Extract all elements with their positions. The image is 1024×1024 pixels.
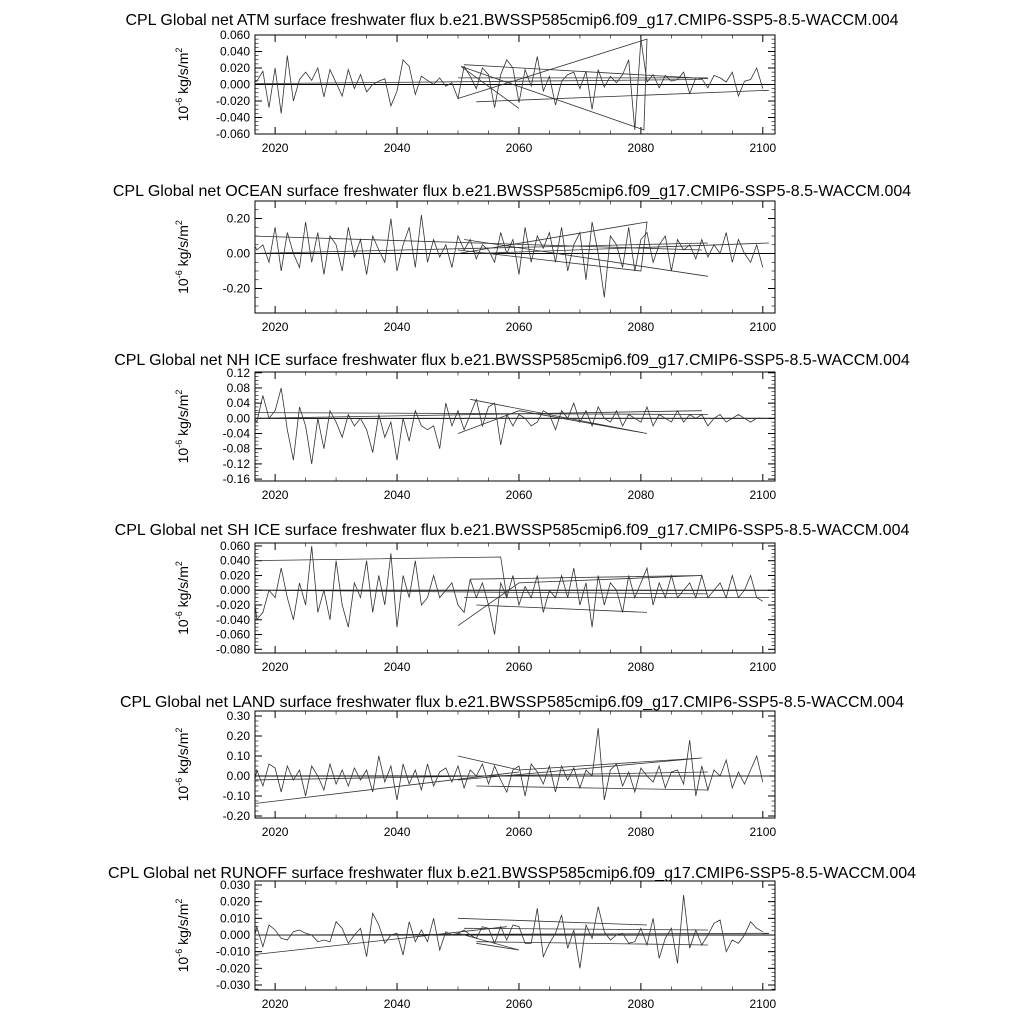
x-tick-label: 2060 xyxy=(505,825,533,839)
overlay-line xyxy=(458,576,702,626)
plot-area xyxy=(251,388,775,464)
y-axis-label-part: kg/s/m xyxy=(175,903,191,949)
series-line xyxy=(251,388,763,464)
panel-3 xyxy=(114,352,910,502)
y-axis-label-part: 2 xyxy=(174,561,184,567)
y-tick-label: 0.00 xyxy=(226,411,250,426)
x-tick-label: 2060 xyxy=(505,488,533,502)
y-axis-label-part: -6 xyxy=(174,270,184,279)
panel-title: CPL Global net NH ICE surface freshwater flux b.e21.BWSSP585cmip6.f09_g17.CMIP6-SSP5-8.5-WACCM.004 xyxy=(114,352,910,369)
y-axis-label-part: 2 xyxy=(174,727,184,733)
y-axis-label-part: -6 xyxy=(174,948,184,957)
y-tick-label: 0.20 xyxy=(226,211,250,226)
y-axis-label-part: 2 xyxy=(174,220,184,226)
y-tick-label: 0.030 xyxy=(219,878,250,892)
y-axis-label-part: 10 xyxy=(175,956,191,973)
plot-area xyxy=(251,728,775,804)
y-tick-label: -0.10 xyxy=(222,789,250,803)
overlay-line xyxy=(458,918,647,925)
x-tick-label: 2060 xyxy=(505,660,533,674)
y-tick-label: 0.08 xyxy=(226,380,250,395)
plot-frame xyxy=(255,711,775,818)
y-tick-label: -0.040 xyxy=(215,612,250,627)
x-tick-label: 2080 xyxy=(627,825,655,839)
x-tick-label: 2080 xyxy=(627,141,655,155)
x-tick-label: 2080 xyxy=(627,488,655,502)
y-tick-label: -0.040 xyxy=(215,110,250,125)
overlay-line xyxy=(251,80,702,84)
y-tick-label: 0.10 xyxy=(226,749,250,763)
y-axis-label xyxy=(174,728,191,802)
x-tick-label: 2100 xyxy=(749,825,777,839)
y-tick-label: -0.060 xyxy=(215,127,250,141)
y-axis-label-part: kg/s/m xyxy=(175,225,191,271)
series-line xyxy=(251,728,763,804)
y-tick-label: 0.20 xyxy=(226,729,250,743)
panel-1 xyxy=(125,12,898,155)
y-tick-label: 0.30 xyxy=(226,709,250,723)
x-tick-label: 2080 xyxy=(627,997,655,1011)
y-axis-label-part: -6 xyxy=(174,611,184,620)
y-tick-label: -0.12 xyxy=(222,456,250,471)
series-line xyxy=(251,895,763,968)
y-tick-label: 0.000 xyxy=(219,583,250,598)
plot-area xyxy=(251,39,775,130)
y-axis-label xyxy=(174,390,191,464)
y-axis-label-part: 10 xyxy=(175,785,191,802)
panel-5 xyxy=(120,694,904,839)
plot-frame xyxy=(255,372,775,481)
x-tick-label: 2040 xyxy=(383,141,411,155)
x-tick-label: 2040 xyxy=(383,660,411,674)
y-axis-label xyxy=(174,48,191,122)
y-tick-label: 0.020 xyxy=(219,61,250,75)
y-tick-label: 0.00 xyxy=(226,246,250,261)
y-tick-label: -0.20 xyxy=(222,809,250,823)
x-tick-label: 2020 xyxy=(261,488,289,502)
plot-area xyxy=(251,895,775,968)
y-tick-label: 0.00 xyxy=(226,769,250,783)
x-tick-label: 2020 xyxy=(261,825,289,839)
y-tick-label: 0.000 xyxy=(219,928,250,942)
panel-title: CPL Global net OCEAN surface freshwater flux b.e21.BWSSP585cmip6.f09_g17.CMIP6-SSP5-8.5-WACCM.004 xyxy=(112,183,912,200)
y-tick-label: -0.080 xyxy=(215,642,250,657)
panel-title: CPL Global net SH ICE surface freshwater flux b.e21.BWSSP585cmip6.f09_g17.CMIP6-SSP5-8.5-WACCM.004 xyxy=(114,522,910,539)
y-tick-label: -0.020 xyxy=(215,598,250,613)
x-tick-label: 2020 xyxy=(261,997,289,1011)
panel-title: CPL Global net RUNOFF surface freshwater flux b.e21.BWSSP585cmip6.f09_g17.CMIP6-SSP5-8.5-WACCM.004 xyxy=(107,865,917,882)
y-tick-label: 0.04 xyxy=(226,396,250,411)
x-tick-label: 2020 xyxy=(261,141,289,155)
y-axis-label xyxy=(174,899,191,973)
y-axis-label-part: 10 xyxy=(175,447,191,464)
y-axis-label-part: 2 xyxy=(174,47,184,53)
y-tick-label: -0.16 xyxy=(222,472,250,487)
overlay-line xyxy=(251,927,507,955)
y-axis-label-part: -6 xyxy=(174,439,184,448)
overlay-line xyxy=(464,240,708,277)
y-axis-label-part: 10 xyxy=(175,278,191,294)
y-tick-label: -0.030 xyxy=(215,978,250,992)
y-axis-label-part: 2 xyxy=(174,389,184,395)
overlay-line xyxy=(251,772,519,804)
y-axis-label-part: kg/s/m xyxy=(175,566,191,612)
overlay-line xyxy=(476,786,708,790)
x-tick-label: 2020 xyxy=(261,320,289,334)
y-tick-label: -0.020 xyxy=(215,961,250,976)
x-tick-label: 2100 xyxy=(749,320,777,334)
x-tick-label: 2080 xyxy=(627,660,655,674)
x-tick-label: 2100 xyxy=(749,997,777,1011)
x-tick-label: 2020 xyxy=(261,660,289,674)
y-tick-label: 0.060 xyxy=(219,28,250,42)
panel-title: CPL Global net ATM surface freshwater flux b.e21.BWSSP585cmip6.f09_g17.CMIP6-SSP5-8.5-WACCM.004 xyxy=(125,12,899,29)
x-tick-label: 2100 xyxy=(749,141,777,155)
panel-title: CPL Global net LAND surface freshwater flux b.e21.BWSSP585cmip6.f09_g17.CMIP6-SSP5-8.5-WACCM.004 xyxy=(119,694,905,711)
x-tick-label: 2100 xyxy=(749,488,777,502)
overlay-line xyxy=(476,942,708,945)
x-tick-label: 2100 xyxy=(749,660,777,674)
y-tick-label: -0.060 xyxy=(215,627,250,642)
y-tick-label: 0.020 xyxy=(219,894,250,909)
plot-area xyxy=(251,215,775,297)
x-tick-label: 2060 xyxy=(505,320,533,334)
y-tick-label: 0.020 xyxy=(219,568,250,583)
y-tick-label: 0.060 xyxy=(219,538,250,553)
x-tick-label: 2060 xyxy=(505,141,533,155)
x-tick-label: 2040 xyxy=(383,320,411,334)
y-tick-label: -0.04 xyxy=(222,426,250,441)
panel-4 xyxy=(115,522,910,674)
panel-6 xyxy=(108,865,916,1011)
y-axis-label-part: kg/s/m xyxy=(175,52,191,98)
plot-frame xyxy=(255,201,775,313)
x-tick-label: 2040 xyxy=(383,997,411,1011)
plot-area xyxy=(251,546,775,635)
y-tick-label: -0.08 xyxy=(222,441,250,456)
y-tick-label: -0.010 xyxy=(215,944,250,959)
panel-2 xyxy=(113,183,911,334)
x-tick-label: 2080 xyxy=(627,320,655,334)
x-tick-label: 2060 xyxy=(505,997,533,1011)
x-tick-label: 2040 xyxy=(383,825,411,839)
y-tick-label: -0.20 xyxy=(222,281,250,296)
y-axis-label-part: 2 xyxy=(174,898,184,904)
y-axis-label-part: -6 xyxy=(174,97,184,106)
x-tick-label: 2040 xyxy=(383,488,411,502)
y-tick-label: -0.020 xyxy=(215,94,250,108)
y-axis-label-part: 10 xyxy=(175,619,191,635)
y-axis-label xyxy=(174,561,191,635)
y-axis-label-part: kg/s/m xyxy=(175,394,191,440)
y-tick-label: 0.12 xyxy=(226,365,250,380)
y-axis-label xyxy=(174,220,191,294)
y-tick-label: 0.010 xyxy=(219,911,250,926)
y-axis-label-part: 10 xyxy=(175,105,191,122)
y-tick-label: 0.040 xyxy=(219,44,250,59)
y-axis-label-part: -6 xyxy=(174,777,184,786)
y-tick-label: 0.000 xyxy=(219,77,250,92)
y-tick-label: 0.040 xyxy=(219,553,250,568)
y-axis-label-part: kg/s/m xyxy=(175,732,191,778)
series-line xyxy=(251,215,763,297)
